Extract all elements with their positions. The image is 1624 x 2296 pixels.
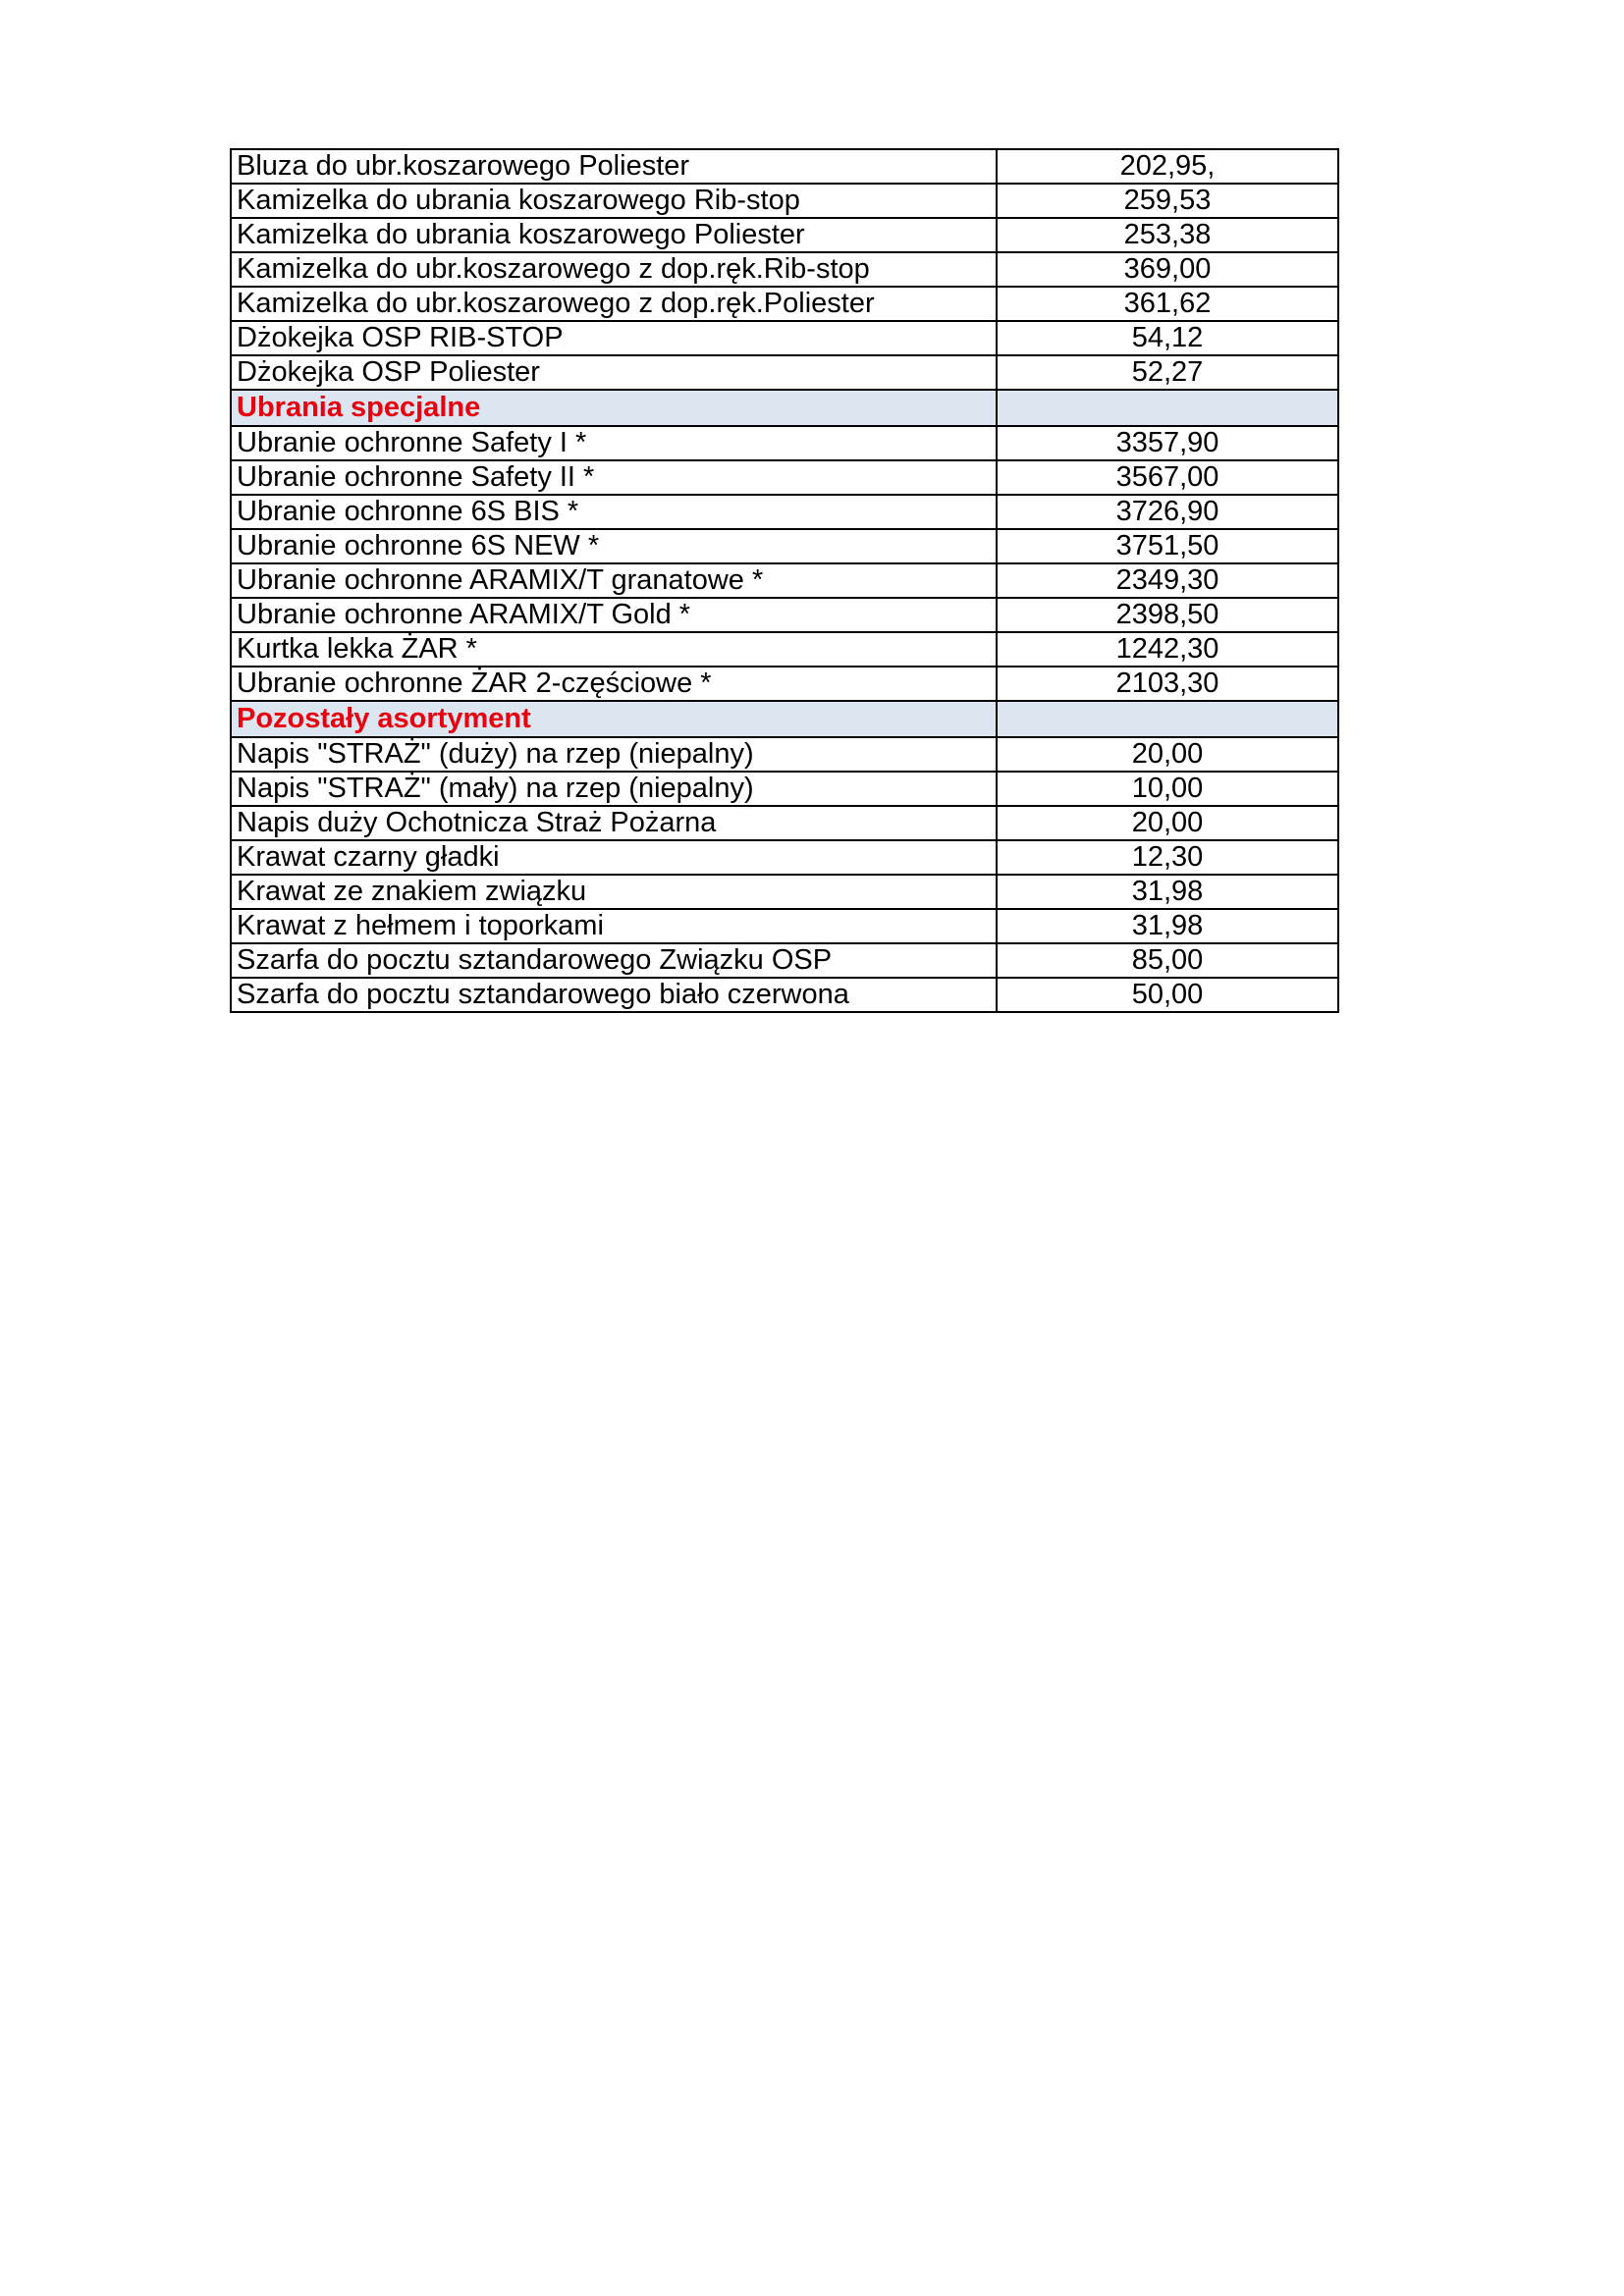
item-name: Kurtka lekka ŻAR * (231, 632, 997, 667)
table-row (231, 737, 1338, 772)
item-price: 54,12 (997, 321, 1338, 355)
item-price: 2103,30 (997, 667, 1338, 701)
table-row (231, 495, 1338, 529)
table-row (231, 875, 1338, 909)
item-name: Ubranie ochronne Safety II * (231, 460, 997, 495)
item-name: Napis "STRAŻ" (duży) na rzep (niepalny) (231, 737, 997, 772)
table-row (231, 321, 1338, 355)
item-name: Ubranie ochronne Safety I * (231, 426, 997, 460)
item-price: 50,00 (997, 978, 1338, 1012)
table-row (231, 563, 1338, 598)
item-price: 12,30 (997, 840, 1338, 875)
item-price: 202,95, (997, 149, 1338, 184)
table-row (231, 598, 1338, 632)
item-price: 3567,00 (997, 460, 1338, 495)
table-row (231, 978, 1338, 1012)
table-row (231, 287, 1338, 321)
item-price: 3726,90 (997, 495, 1338, 529)
item-price: 361,62 (997, 287, 1338, 321)
item-name: Szarfa do pocztu sztandarowego biało czerwona (231, 978, 997, 1012)
item-name: Kamizelka do ubrania koszarowego Rib-stop (231, 184, 997, 218)
table-row (231, 252, 1338, 287)
item-name: Kamizelka do ubr.koszarowego z dop.ręk.Rib-stop (231, 252, 997, 287)
item-price: 369,00 (997, 252, 1338, 287)
item-name: Krawat ze znakiem związku (231, 875, 997, 909)
item-price: 2398,50 (997, 598, 1338, 632)
table-row (231, 426, 1338, 460)
table-row (231, 667, 1338, 701)
item-name: Napis duży Ochotnicza Straż Pożarna (231, 806, 997, 840)
item-price: 253,38 (997, 218, 1338, 252)
item-name: Ubranie ochronne ARAMIX/T Gold * (231, 598, 997, 632)
table-row (231, 355, 1338, 390)
table-row (231, 149, 1338, 184)
table-row (231, 460, 1338, 495)
table-row (231, 772, 1338, 806)
section-title: Pozostały asortyment (231, 701, 997, 737)
item-name: Ubranie ochronne ŻAR 2-częściowe * (231, 667, 997, 701)
item-name: Dżokejka OSP Poliester (231, 355, 997, 390)
item-name: Ubranie ochronne 6S NEW * (231, 529, 997, 563)
item-name: Kamizelka do ubrania koszarowego Poliester (231, 218, 997, 252)
item-price: 259,53 (997, 184, 1338, 218)
section-price-empty (997, 701, 1338, 737)
price-table-body (231, 149, 1338, 1012)
table-row (231, 632, 1338, 667)
item-price: 3357,90 (997, 426, 1338, 460)
table-row (231, 184, 1338, 218)
item-price: 31,98 (997, 875, 1338, 909)
table-row (231, 909, 1338, 943)
price-table (230, 148, 1339, 1013)
item-name: Ubranie ochronne ARAMIX/T granatowe * (231, 563, 997, 598)
section-price-empty (997, 390, 1338, 426)
item-price: 10,00 (997, 772, 1338, 806)
item-name: Szarfa do pocztu sztandarowego Związku OSP (231, 943, 997, 978)
item-name: Krawat z hełmem i toporkami (231, 909, 997, 943)
item-name: Bluza do ubr.koszarowego Poliester (231, 149, 997, 184)
section-header-row (231, 701, 1338, 737)
item-price: 85,00 (997, 943, 1338, 978)
item-price: 31,98 (997, 909, 1338, 943)
table-row (231, 218, 1338, 252)
table-row (231, 806, 1338, 840)
item-name: Dżokejka OSP RIB-STOP (231, 321, 997, 355)
section-header-row (231, 390, 1338, 426)
item-price: 20,00 (997, 737, 1338, 772)
item-name: Napis "STRAŻ" (mały) na rzep (niepalny) (231, 772, 997, 806)
item-name: Ubranie ochronne 6S BIS * (231, 495, 997, 529)
item-price: 52,27 (997, 355, 1338, 390)
item-name: Krawat czarny gładki (231, 840, 997, 875)
item-price: 3751,50 (997, 529, 1338, 563)
item-name: Kamizelka do ubr.koszarowego z dop.ręk.Poliester (231, 287, 997, 321)
table-row (231, 943, 1338, 978)
item-price: 1242,30 (997, 632, 1338, 667)
item-price: 2349,30 (997, 563, 1338, 598)
table-row (231, 840, 1338, 875)
table-row (231, 529, 1338, 563)
section-title: Ubrania specjalne (231, 390, 997, 426)
item-price: 20,00 (997, 806, 1338, 840)
